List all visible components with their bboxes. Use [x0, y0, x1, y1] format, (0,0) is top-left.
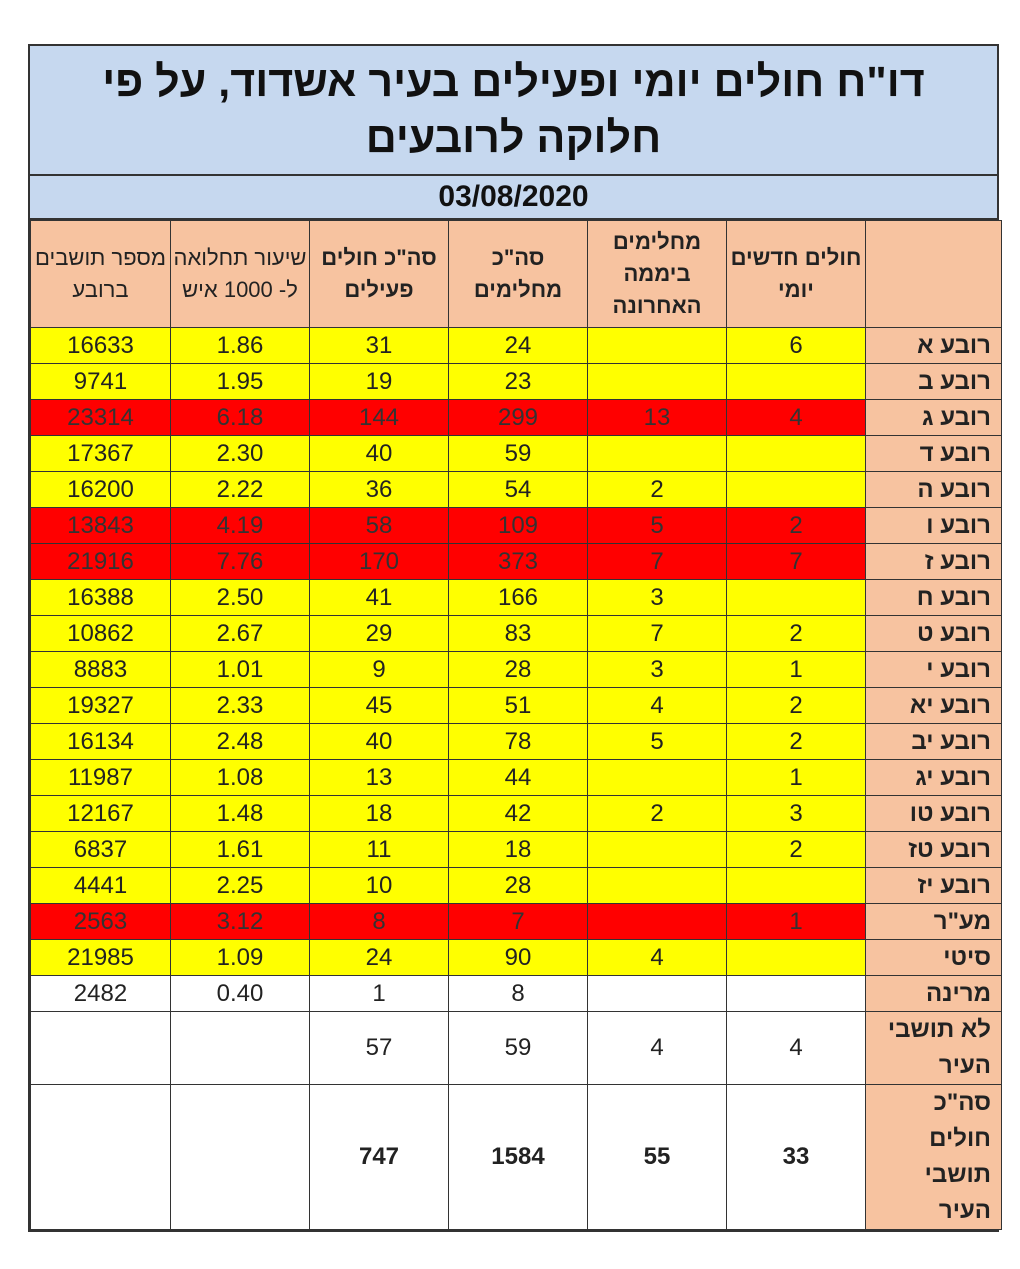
cell-name: רובע י: [866, 652, 1002, 688]
cell-population: 16200: [31, 472, 171, 508]
cell-population: 13843: [31, 508, 171, 544]
table-row: [31, 976, 1002, 1012]
cell-recovered-24h: [588, 328, 727, 364]
cell-active: 8: [310, 904, 449, 940]
cell-rate: 2.30: [171, 436, 310, 472]
cell-population: 19327: [31, 688, 171, 724]
neighborhood-table: [30, 220, 1002, 1230]
header-population: מספר תושבים ברובע: [31, 221, 171, 328]
cell-name: רובע ה: [866, 472, 1002, 508]
cell-rate: 2.33: [171, 688, 310, 724]
cell-rate: 2.22: [171, 472, 310, 508]
cell-recovered-total: 28: [449, 868, 588, 904]
cell-name: רובע יג: [866, 760, 1002, 796]
table-row: [31, 364, 1002, 400]
cell-population: 21985: [31, 940, 171, 976]
cell-population: 10862: [31, 616, 171, 652]
cell-population: 16134: [31, 724, 171, 760]
cell-recovered-24h: [588, 868, 727, 904]
cell-recovered-total: 42: [449, 796, 588, 832]
cell-recovered-total: 1584: [449, 1085, 588, 1230]
cell-name: סיטי: [866, 940, 1002, 976]
cell-active: 57: [310, 1012, 449, 1085]
cell-population: 4441: [31, 868, 171, 904]
cell-active: 18: [310, 796, 449, 832]
cell-recovered-total: 8: [449, 976, 588, 1012]
cell-recovered-total: 51: [449, 688, 588, 724]
cell-population: 17367: [31, 436, 171, 472]
table-row: [31, 544, 1002, 580]
table-row: [31, 940, 1002, 976]
cell-active: 41: [310, 580, 449, 616]
cell-new-daily: 3: [727, 796, 866, 832]
cell-name: רובע ו: [866, 508, 1002, 544]
cell-rate: 1.48: [171, 796, 310, 832]
cell-recovered-total: 28: [449, 652, 588, 688]
cell-recovered-24h: 4: [588, 940, 727, 976]
cell-recovered-24h: 5: [588, 724, 727, 760]
cell-rate: 1.08: [171, 760, 310, 796]
report-date: 03/08/2020: [30, 176, 997, 220]
cell-name: רובע ג: [866, 400, 1002, 436]
cell-recovered-total: 59: [449, 436, 588, 472]
cell-active: 29: [310, 616, 449, 652]
table-row: [31, 724, 1002, 760]
table-row: [31, 436, 1002, 472]
cell-rate: [171, 1085, 310, 1230]
cell-recovered-24h: [588, 364, 727, 400]
cell-name: רובע יב: [866, 724, 1002, 760]
cell-new-daily: [727, 976, 866, 1012]
cell-recovered-24h: 3: [588, 652, 727, 688]
table-row: [31, 508, 1002, 544]
cell-new-daily: 2: [727, 508, 866, 544]
cell-recovered-24h: [588, 976, 727, 1012]
cell-recovered-total: 54: [449, 472, 588, 508]
cell-new-daily: 2: [727, 616, 866, 652]
cell-active: 19: [310, 364, 449, 400]
cell-name: רובע ד: [866, 436, 1002, 472]
cell-population: 11987: [31, 760, 171, 796]
cell-rate: 1.09: [171, 940, 310, 976]
cell-population: 9741: [31, 364, 171, 400]
table-body: [31, 328, 1002, 1230]
cell-population: [31, 1012, 171, 1085]
table-row: [31, 328, 1002, 364]
cell-recovered-total: 299: [449, 400, 588, 436]
cell-new-daily: 1: [727, 760, 866, 796]
cell-recovered-total: 24: [449, 328, 588, 364]
cell-name: רובע יא: [866, 688, 1002, 724]
cell-name: רובע ח: [866, 580, 1002, 616]
header-row: [31, 221, 1002, 328]
cell-active: 10: [310, 868, 449, 904]
cell-population: [31, 1085, 171, 1230]
cell-name: מרינה: [866, 976, 1002, 1012]
cell-recovered-total: 166: [449, 580, 588, 616]
table-row: [31, 652, 1002, 688]
header-recovered-24h: מחלימים ביממה האחרונה: [588, 221, 727, 328]
cell-new-daily: [727, 436, 866, 472]
cell-active: 58: [310, 508, 449, 544]
cell-recovered-24h: 2: [588, 472, 727, 508]
cell-recovered-total: 90: [449, 940, 588, 976]
cell-rate: 1.61: [171, 832, 310, 868]
header-recovered-total: סה"כ מחלימים: [449, 221, 588, 328]
cell-active: 40: [310, 724, 449, 760]
table-row: [31, 904, 1002, 940]
cell-name: רובע ט: [866, 616, 1002, 652]
cell-population: 6837: [31, 832, 171, 868]
cell-population: 16388: [31, 580, 171, 616]
cell-recovered-24h: 5: [588, 508, 727, 544]
cell-rate: 2.67: [171, 616, 310, 652]
cell-new-daily: [727, 940, 866, 976]
cell-new-daily: 1: [727, 904, 866, 940]
table-row: [31, 832, 1002, 868]
cell-name: רובע טו: [866, 796, 1002, 832]
cell-active: 36: [310, 472, 449, 508]
cell-recovered-24h: 3: [588, 580, 727, 616]
cell-active: 144: [310, 400, 449, 436]
cell-population: 2563: [31, 904, 171, 940]
table-row: [31, 472, 1002, 508]
cell-rate: 2.48: [171, 724, 310, 760]
table-row: [31, 796, 1002, 832]
table-row: [31, 868, 1002, 904]
header-active: סה"כ חולים פעילים: [310, 221, 449, 328]
cell-population: 23314: [31, 400, 171, 436]
cell-name: סה"כ חולים תושבי העיר: [866, 1085, 1002, 1230]
table-row: [31, 688, 1002, 724]
cell-name: רובע יז: [866, 868, 1002, 904]
cell-recovered-total: 59: [449, 1012, 588, 1085]
cell-new-daily: [727, 868, 866, 904]
header-rate: שיעור תחלואה ל- 1000 איש: [171, 221, 310, 328]
cell-rate: 3.12: [171, 904, 310, 940]
cell-name: מע"ר: [866, 904, 1002, 940]
cell-new-daily: 7: [727, 544, 866, 580]
cell-rate: 1.01: [171, 652, 310, 688]
cell-rate: 1.95: [171, 364, 310, 400]
cell-new-daily: 1: [727, 652, 866, 688]
cell-recovered-total: 83: [449, 616, 588, 652]
cell-rate: 6.18: [171, 400, 310, 436]
cell-population: 12167: [31, 796, 171, 832]
cell-new-daily: 4: [727, 400, 866, 436]
cell-recovered-24h: 55: [588, 1085, 727, 1230]
header-new-daily: חולים חדשים יומי: [727, 221, 866, 328]
cell-new-daily: 2: [727, 724, 866, 760]
cell-active: 9: [310, 652, 449, 688]
cell-recovered-24h: 13: [588, 400, 727, 436]
cell-population: 21916: [31, 544, 171, 580]
table-row: [31, 616, 1002, 652]
covid-report: [28, 44, 999, 1232]
cell-active: 1: [310, 976, 449, 1012]
table-row: [31, 1012, 1002, 1085]
cell-new-daily: [727, 580, 866, 616]
cell-new-daily: [727, 364, 866, 400]
cell-recovered-total: 7: [449, 904, 588, 940]
table-row: [31, 580, 1002, 616]
cell-recovered-total: 78: [449, 724, 588, 760]
cell-new-daily: 2: [727, 688, 866, 724]
cell-new-daily: 2: [727, 832, 866, 868]
cell-recovered-24h: 7: [588, 616, 727, 652]
table-row: [31, 1085, 1002, 1230]
cell-name: רובע ז: [866, 544, 1002, 580]
cell-new-daily: 33: [727, 1085, 866, 1230]
cell-new-daily: [727, 472, 866, 508]
cell-recovered-24h: [588, 832, 727, 868]
cell-name: רובע ב: [866, 364, 1002, 400]
cell-recovered-24h: 2: [588, 796, 727, 832]
cell-new-daily: 4: [727, 1012, 866, 1085]
report-title: דו"ח חולים יומי ופעילים בעיר אשדוד, על פי חלוקה לרובעים: [30, 46, 997, 176]
cell-name: רובע טז: [866, 832, 1002, 868]
cell-active: 11: [310, 832, 449, 868]
cell-recovered-total: 373: [449, 544, 588, 580]
cell-recovered-total: 23: [449, 364, 588, 400]
cell-recovered-24h: 4: [588, 688, 727, 724]
cell-recovered-total: 109: [449, 508, 588, 544]
header-name: [866, 221, 1002, 328]
cell-rate: 2.25: [171, 868, 310, 904]
cell-rate: [171, 1012, 310, 1085]
cell-recovered-24h: 7: [588, 544, 727, 580]
cell-recovered-24h: 4: [588, 1012, 727, 1085]
cell-active: 40: [310, 436, 449, 472]
cell-rate: 0.40: [171, 976, 310, 1012]
cell-new-daily: 6: [727, 328, 866, 364]
cell-population: 2482: [31, 976, 171, 1012]
cell-active: 31: [310, 328, 449, 364]
cell-active: 13: [310, 760, 449, 796]
cell-rate: 1.86: [171, 328, 310, 364]
cell-active: 747: [310, 1085, 449, 1230]
table-row: [31, 400, 1002, 436]
cell-active: 45: [310, 688, 449, 724]
cell-rate: 2.50: [171, 580, 310, 616]
cell-rate: 7.76: [171, 544, 310, 580]
cell-name: לא תושבי העיר: [866, 1012, 1002, 1085]
cell-recovered-24h: [588, 760, 727, 796]
cell-recovered-24h: [588, 904, 727, 940]
table-row: [31, 760, 1002, 796]
cell-name: רובע א: [866, 328, 1002, 364]
cell-active: 170: [310, 544, 449, 580]
cell-recovered-24h: [588, 436, 727, 472]
cell-population: 8883: [31, 652, 171, 688]
cell-recovered-total: 44: [449, 760, 588, 796]
cell-active: 24: [310, 940, 449, 976]
cell-rate: 4.19: [171, 508, 310, 544]
cell-population: 16633: [31, 328, 171, 364]
cell-recovered-total: 18: [449, 832, 588, 868]
